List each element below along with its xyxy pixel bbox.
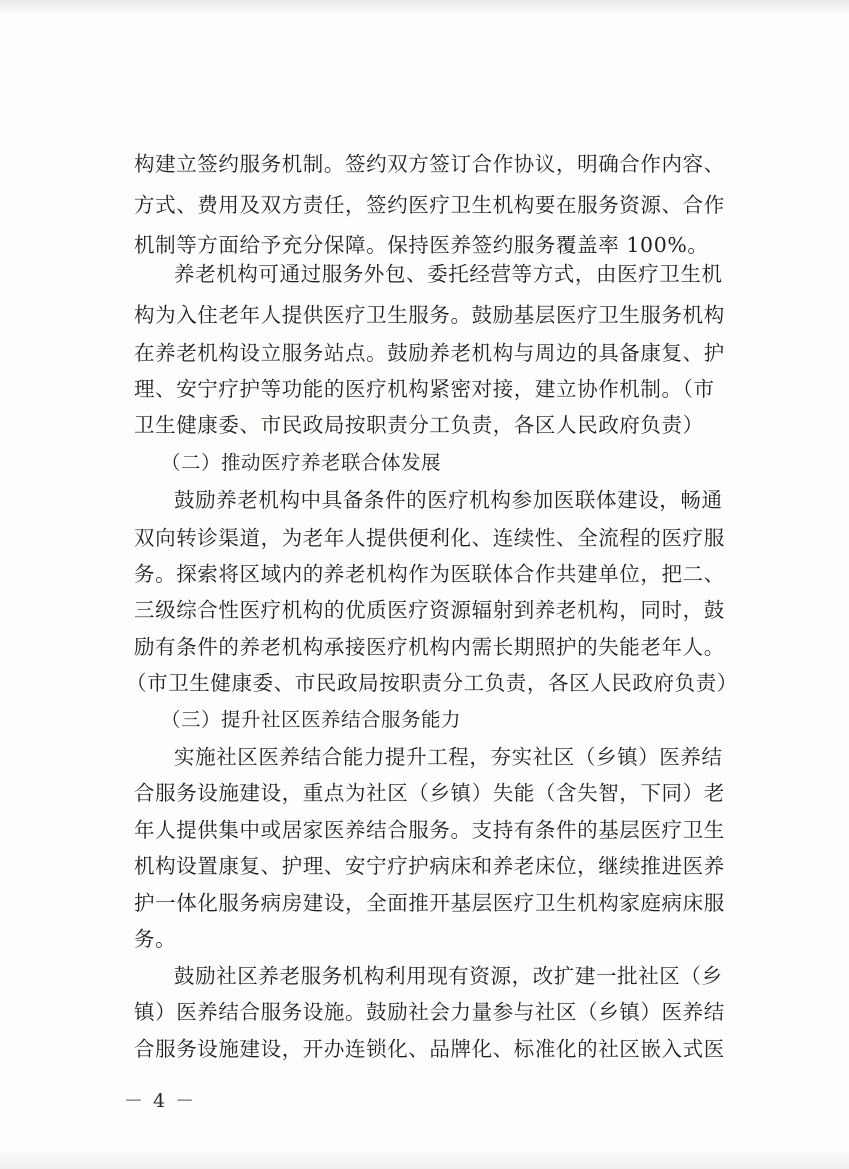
body-line: 三级综合性医疗机构的优质医疗资源辐射到养老机构，同时，鼓 (134, 598, 725, 622)
paragraph-first-line: 鼓励养老机构中具备条件的医疗机构参加医联体建设，畅通 (174, 488, 723, 512)
body-line: 方式、费用及双方责任，签约医疗卫生机构要在服务资源、合作 (134, 193, 725, 217)
body-line: 年人提供集中或居家医养结合服务。支持有条件的基层医疗卫生 (134, 818, 725, 842)
body-line: 护一体化服务病房建设，全面推开基层医疗卫生机构家庭病床服 (134, 891, 725, 915)
body-line: 务。 (134, 927, 177, 951)
section-heading: （三）提升社区医养结合服务能力 (161, 708, 462, 731)
body-line: 构建立签约服务机制。签约双方签订合作协议，明确合作内容、 (134, 152, 725, 176)
paragraph-first-line: 实施社区医养结合能力提升工程，夯实社区（乡镇）医养结 (174, 745, 723, 769)
body-line: 合服务设施建设，开办连锁化、品牌化、标准化的社区嵌入式医 (134, 1037, 725, 1061)
body-line: 机制等方面给予充分保障。保持医养签约服务覆盖率 100%。 (134, 233, 709, 257)
body-line: 卫生健康委、市民政局按职责分工负责，各区人民政府负责） (134, 413, 704, 437)
body-line: （市卫生健康委、市民政局按职责分工负责，各区人民政府负责） (126, 671, 738, 695)
paragraph-first-line: 鼓励社区养老服务机构利用现有资源，改扩建一批社区（乡 (174, 964, 723, 988)
body-line: 构为入住老年人提供医疗卫生服务。鼓励基层医疗卫生服务机构 (134, 303, 725, 327)
section-heading: （二）推动医疗养老联合体发展 (161, 451, 442, 474)
scan-shadow-bottom (0, 1149, 849, 1169)
body-line: 机构设置康复、护理、安宁疗护病床和养老床位，继续推进医养 (134, 854, 725, 878)
body-line: 镇）医养结合服务设施。鼓励社会力量参与社区（乡镇）医养结 (134, 1000, 725, 1024)
body-line: 合服务设施建设，重点为社区（乡镇）失能（含失智，下同）老 (134, 781, 725, 805)
paragraph-first-line: 养老机构可通过服务外包、委托经营等方式，由医疗卫生机 (174, 262, 723, 286)
body-line: 双向转诊渠道，为老年人提供便利化、连续性、全流程的医疗服 (134, 526, 725, 550)
body-line: 理、安宁疗护等功能的医疗机构紧密对接，建立协作机制。（市 (134, 377, 715, 401)
body-line: 励有条件的养老机构承接医疗机构内需长期照护的失能老年人。 (134, 635, 725, 659)
body-line: 务。探索将区域内的养老机构作为医联体合作共建单位，把二、 (134, 562, 725, 586)
page-number: － 4 － (124, 1090, 197, 1112)
body-line: 在养老机构设立服务站点。鼓励养老机构与周边的具备康复、护 (134, 341, 725, 365)
scan-shadow-top (0, 0, 849, 14)
